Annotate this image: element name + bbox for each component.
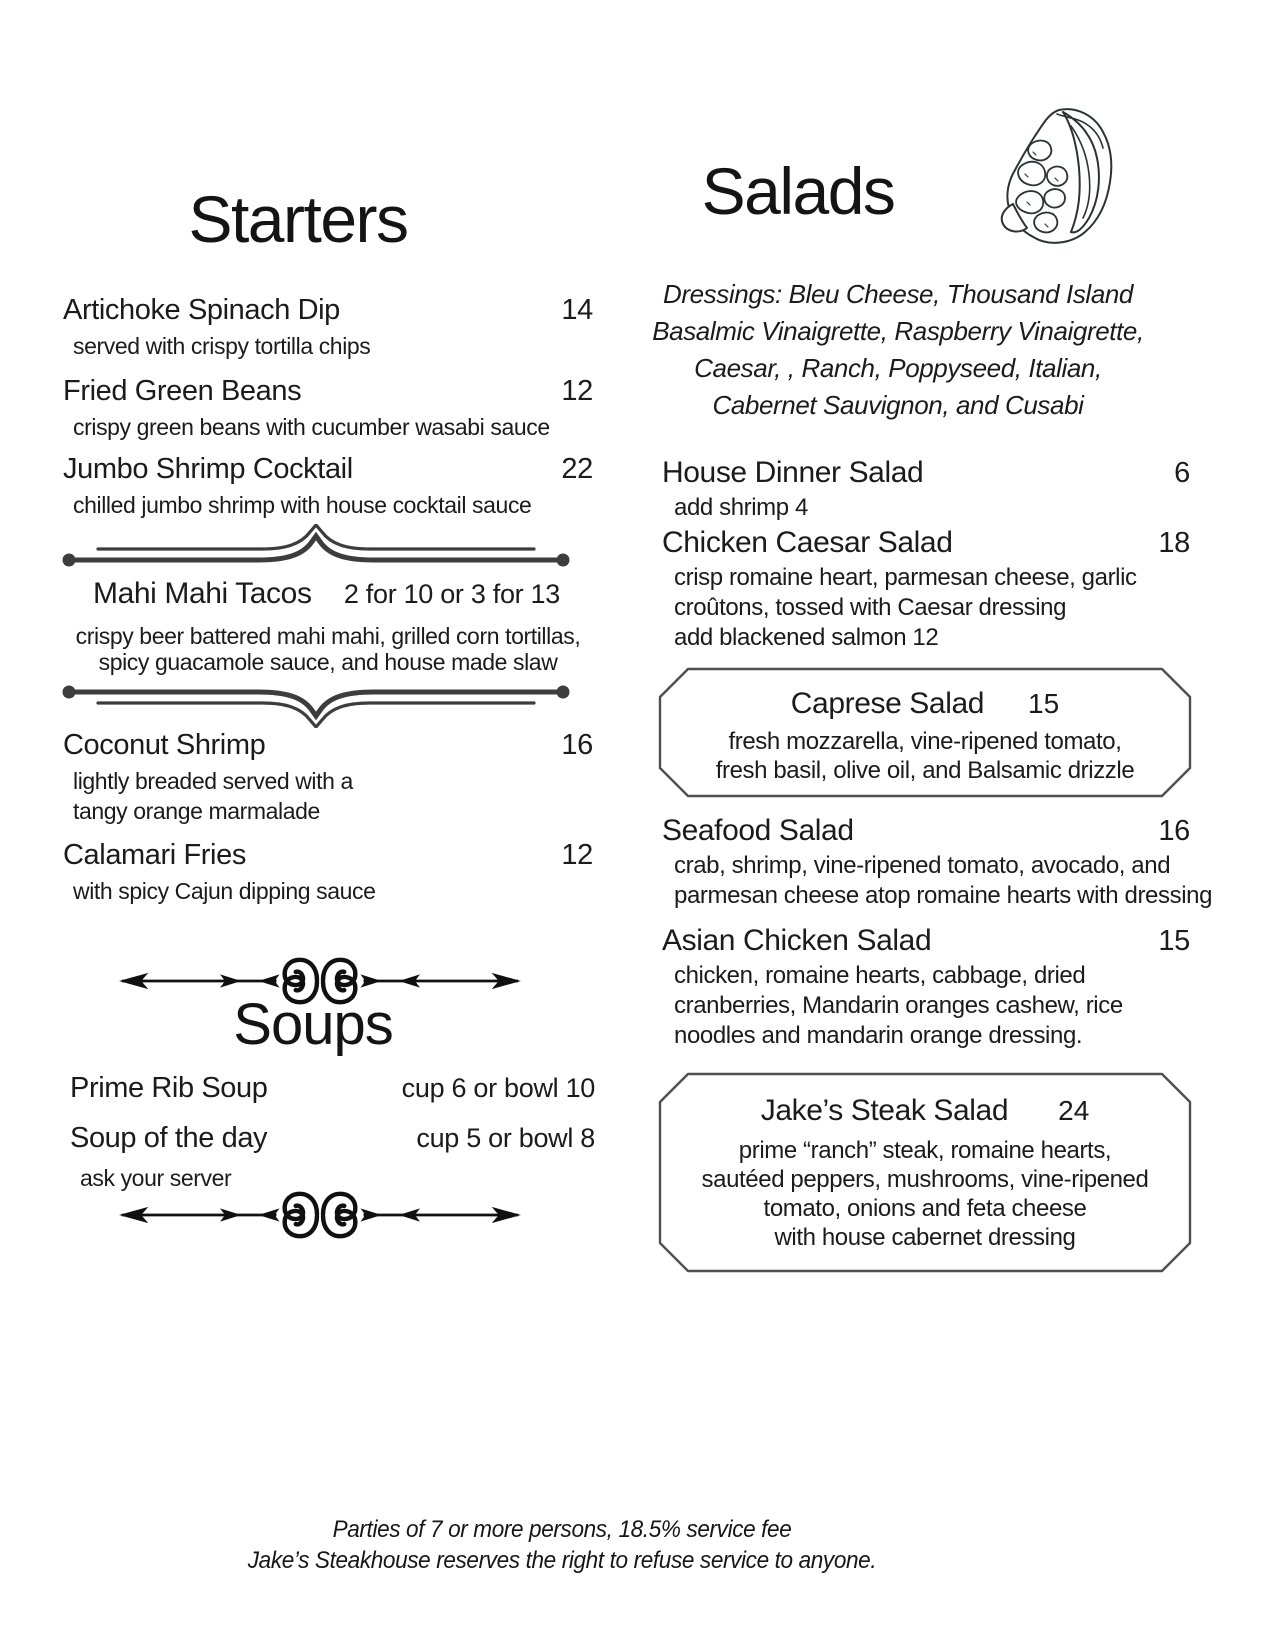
menu-item-mahi-mahi-tacos: [63, 577, 593, 675]
item-desc-line: noodles and mandarin orange dressing.: [674, 1022, 1083, 1049]
item-desc-line: crispy green beans with cucumber wasabi sauce: [73, 414, 550, 440]
item-name: Seafood Salad: [662, 814, 854, 847]
item-name: Mahi Mahi Tacos: [93, 577, 312, 610]
item-desc-line: crisp romaine heart, parmesan cheese, garlic: [674, 564, 1137, 591]
item-desc-line: add blackened salmon 12: [674, 624, 939, 651]
menu-item-fried-green-beans: [63, 375, 593, 442]
item-desc-line: parmesan cheese atop romaine hearts with dressing: [674, 882, 1213, 909]
menu-item-caprese-salad: [658, 687, 1192, 785]
menu-item-jumbo-shrimp-cocktail: [63, 453, 593, 520]
dressings-note: [633, 276, 1163, 424]
menu-item-prime-rib-soup: [70, 1072, 595, 1105]
item-price: 24: [1058, 1095, 1090, 1126]
item-price: 16: [1158, 815, 1190, 847]
lettuce-icon: [996, 104, 1118, 252]
item-price: 18: [1158, 527, 1190, 559]
item-price: 2 for 10 or 3 for 13: [343, 579, 560, 609]
menu-item-house-dinner-salad: [662, 456, 1190, 523]
menu-item-artichoke-spinach-dip: [63, 294, 593, 361]
menu-item-chicken-caesar-salad: [662, 526, 1190, 653]
item-desc-line: with house cabernet dressing: [774, 1224, 1076, 1251]
item-price: 15: [1028, 688, 1060, 719]
item-desc-line: fresh basil, olive oil, and Balsamic drizzle: [715, 757, 1135, 784]
bracket-divider-top-icon: [60, 524, 572, 572]
item-desc-line: chicken, romaine hearts, cabbage, dried: [674, 962, 1086, 989]
item-desc-line: chilled jumbo shrimp with house cocktail sauce: [73, 492, 532, 518]
item-desc-line: fresh mozzarella, vine-ripened tomato,: [728, 728, 1122, 755]
item-name: Coconut Shrimp: [63, 729, 266, 761]
starters-title: Starters: [188, 182, 408, 256]
menu-item-calamari-fries: [63, 839, 593, 906]
item-name: Artichoke Spinach Dip: [63, 294, 340, 326]
dressings-line: Caesar, , Ranch, Poppyseed, Italian,: [694, 353, 1102, 383]
item-price: cup 5 or bowl 8: [416, 1123, 595, 1153]
item-desc-line: spicy guacamole sauce, and house made slaw: [98, 649, 558, 675]
item-name: Jumbo Shrimp Cocktail: [63, 453, 353, 485]
dressings-line: Cabernet Sauvignon, and Cusabi: [712, 390, 1084, 420]
item-desc-line: tangy orange marmalade: [73, 798, 320, 824]
item-name: Asian Chicken Salad: [662, 924, 932, 957]
footer-note: [34, 1514, 1091, 1576]
item-desc-line: served with crispy tortilla chips: [73, 333, 371, 359]
item-desc-line: lightly breaded served with a: [73, 768, 353, 794]
dressings-line: Basalmic Vinaigrette, Raspberry Vinaigrette,: [652, 316, 1144, 346]
item-name: Calamari Fries: [63, 839, 246, 871]
item-price: 22: [561, 453, 593, 485]
item-desc-line: cranberries, Mandarin oranges cashew, rice: [674, 992, 1123, 1019]
item-desc-line: tomato, onions and feta cheese: [763, 1195, 1087, 1222]
footer-line: Jake’s Steakhouse reserves the right to refuse service to anyone.: [247, 1547, 877, 1574]
item-price: cup 6 or bowl 10: [401, 1073, 595, 1103]
item-desc-line: add shrimp 4: [674, 494, 808, 521]
item-price: 6: [1174, 457, 1190, 489]
item-desc-line: with spicy Cajun dipping sauce: [73, 878, 376, 904]
menu-item-soup-of-the-day: [70, 1122, 595, 1193]
item-price: 12: [561, 375, 593, 407]
item-name: Chicken Caesar Salad: [662, 526, 953, 559]
menu-item-asian-chicken-salad: [662, 924, 1190, 1051]
item-price: 12: [561, 839, 593, 871]
item-name: Jake’s Steak Salad: [760, 1094, 1009, 1127]
item-price: 15: [1158, 925, 1190, 957]
item-price: 14: [561, 294, 593, 326]
bracket-divider-bottom-icon: [60, 680, 572, 728]
item-desc-line: sautéed peppers, mushrooms, vine-ripened: [701, 1166, 1149, 1193]
footer-line: Parties of 7 or more persons, 18.5% service fee: [332, 1516, 792, 1543]
item-name: Fried Green Beans: [63, 375, 302, 407]
item-name: Soup of the day: [70, 1122, 268, 1154]
item-name: Prime Rib Soup: [70, 1072, 268, 1104]
menu-item-coconut-shrimp: [63, 729, 593, 826]
item-name: Caprese Salad: [790, 687, 985, 720]
item-desc-line: crab, shrimp, vine-ripened tomato, avocado, and: [674, 852, 1171, 879]
salads-title: Salads: [701, 154, 895, 228]
item-price: 16: [561, 729, 593, 761]
dressings-line: Dressings: Bleu Cheese, Thousand Island: [662, 279, 1133, 309]
item-desc-line: crispy beer battered mahi mahi, grilled corn tortillas,: [75, 623, 581, 649]
menu-item-jakes-steak-salad: [658, 1094, 1192, 1252]
arrow-scroll-divider-icon: [118, 1188, 522, 1242]
menu-item-seafood-salad: [662, 814, 1213, 911]
item-desc-line: prime “ranch” steak, romaine hearts,: [738, 1137, 1112, 1164]
item-desc-line: ask your server: [80, 1165, 232, 1191]
item-desc-line: croûtons, tossed with Caesar dressing: [674, 594, 1067, 621]
soups-title: Soups: [233, 992, 393, 1057]
item-name: House Dinner Salad: [662, 456, 924, 489]
